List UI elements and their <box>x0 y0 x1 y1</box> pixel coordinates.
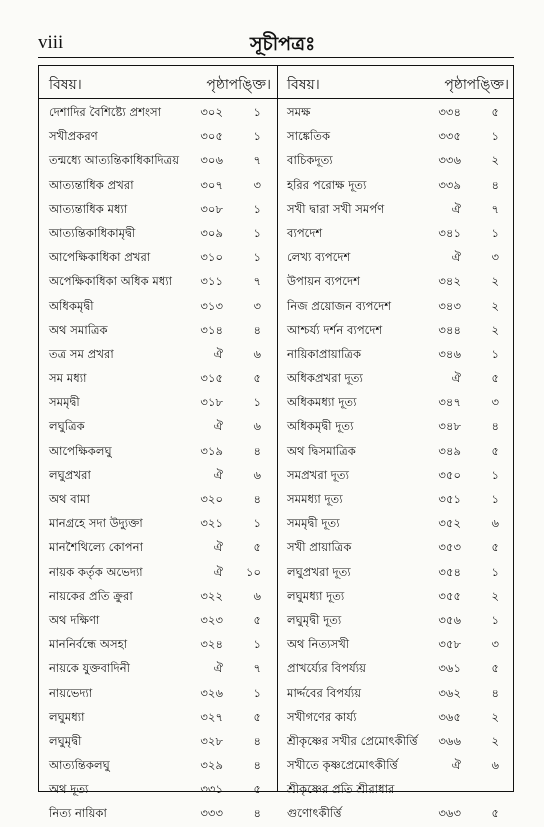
entry-line: ২ <box>491 733 499 748</box>
entry-page: ৩৪৪ <box>438 322 461 337</box>
toc-entry <box>277 706 515 730</box>
entry-page: ৩০২ <box>200 105 223 119</box>
toc-column-right <box>277 66 515 821</box>
entry-line: ৫ <box>253 709 261 724</box>
toc-entry <box>39 802 277 826</box>
entry-topic: লঘুমৃদ্বী <box>49 733 82 748</box>
entry-line: ১ <box>491 492 499 506</box>
entry-line: ৪ <box>253 492 261 506</box>
entry-topic: আপেক্ষিকলঘু <box>49 443 112 458</box>
toc-entry <box>277 101 515 125</box>
toc-entry <box>277 561 515 585</box>
entry-page: ৩৩৩ <box>200 806 223 821</box>
entry-page: ৩৪৬ <box>438 346 461 361</box>
entry-topic: দেশাদির বৈশিষ্ট্যে প্রশংসা <box>49 105 161 119</box>
toc-entry <box>277 585 515 609</box>
entry-topic: অথ সমাত্রিক <box>49 322 108 337</box>
entry-page: ৩৬৫ <box>438 709 461 724</box>
entry-page: ঐ <box>451 371 461 386</box>
header-page: পৃষ্ঠা <box>206 77 229 93</box>
entry-topic: লঘুপ্রখরা <box>49 467 91 482</box>
toc-entry <box>39 391 277 415</box>
entry-topic: আত্যন্তাধিক মধ্যা <box>49 201 128 216</box>
entry-line: ৫ <box>253 540 261 555</box>
entry-line: ৫ <box>253 371 261 386</box>
entry-page: ঐ <box>213 419 223 434</box>
entry-line: ১ <box>491 612 499 627</box>
entry-page: ৩০৮ <box>200 201 223 216</box>
entry-topic: লঘুমধ্যা <box>49 709 85 724</box>
toc-entry <box>277 367 515 391</box>
toc-entry <box>277 730 515 754</box>
entry-page: ঐ <box>213 346 223 361</box>
toc-entry <box>39 440 277 464</box>
entry-topic: অধিকমৃদ্বী দূত্য <box>287 419 354 434</box>
entry-page: ৩৫৩ <box>438 540 461 555</box>
page-title: সূচীপত্রঃ <box>250 33 316 55</box>
entry-line: ১ <box>491 346 499 361</box>
entry-line: ৩ <box>253 177 261 192</box>
entry-topic: প্রাখর্য্যের বিপর্য্যয় <box>287 661 366 676</box>
toc-entry <box>277 488 515 512</box>
entry-page: ৩৩৪ <box>438 105 461 119</box>
toc-entry <box>277 657 515 681</box>
entry-page: ৩৪৮ <box>438 419 461 434</box>
entry-line: ৬ <box>253 419 261 434</box>
column-header-left <box>39 66 277 98</box>
toc-entry <box>39 585 277 609</box>
entry-topic: নায়িকাপ্রায়াত্রিক <box>287 346 362 361</box>
toc-entry <box>39 561 277 585</box>
entry-page: ৩২৭ <box>200 709 223 724</box>
entry-topic: লঘুমধ্যা দূত্য <box>287 588 345 603</box>
column-header-right <box>277 66 515 98</box>
entry-topic: সখীগণের কার্য্য <box>287 709 357 724</box>
page-number: viii <box>38 32 64 53</box>
entry-page: ৩৬২ <box>438 685 461 700</box>
toc-entry <box>277 778 515 802</box>
toc-entry <box>277 343 515 367</box>
toc-entry <box>39 657 277 681</box>
entry-topic: সখী প্রায়াত্রিক <box>287 540 352 555</box>
entry-line: ৪ <box>491 685 499 700</box>
entry-line: ৬ <box>491 758 499 773</box>
entry-topic: নায়কে যুক্তবাদিনী <box>49 661 130 676</box>
entry-topic: সমমৃদ্বী <box>49 395 80 410</box>
entry-topic: নিত্য নায়িকা <box>49 806 107 821</box>
toc-column-left <box>39 66 277 821</box>
entry-line: ১ <box>253 201 261 216</box>
entry-line: ১ <box>253 516 261 531</box>
toc-rows-left <box>39 101 277 827</box>
entry-line: ৫ <box>491 371 499 386</box>
entry-line: ৩ <box>491 250 499 265</box>
entry-line: ৫ <box>253 782 261 797</box>
entry-topic: সাঙ্কেতিক <box>287 129 331 144</box>
entry-line: ৫ <box>491 806 499 821</box>
toc-entry <box>277 440 515 464</box>
toc-entry <box>39 270 277 294</box>
entry-line: ১ <box>253 250 261 265</box>
entry-topic: নায়ভেদ্যা <box>49 685 93 700</box>
entry-page: ৩২১ <box>200 516 223 531</box>
entry-topic: আত্যন্তিকলঘু <box>49 758 110 773</box>
entry-topic: ব্যপদেশ <box>287 225 323 240</box>
entry-page: ৩৫০ <box>438 467 461 482</box>
entry-page: ৩৫২ <box>438 516 461 531</box>
entry-line: ৫ <box>491 443 499 458</box>
entry-page: ৩২৬ <box>200 685 223 700</box>
entry-page: ঐ <box>213 467 223 482</box>
toc-entry <box>277 174 515 198</box>
entry-line: ২ <box>491 322 499 337</box>
entry-line: ৩ <box>491 637 499 652</box>
toc-entry <box>39 174 277 198</box>
toc-entry <box>39 682 277 706</box>
entry-topic: আপেক্ষিকাধিকা প্রখরা <box>49 250 151 265</box>
entry-line: ১ <box>491 467 499 482</box>
entry-topic: হরির পরোক্ষ দূত্য <box>287 177 367 192</box>
entry-page: ৩৫৪ <box>438 564 461 579</box>
toc-entry <box>277 319 515 343</box>
toc-entry <box>39 246 277 270</box>
toc-entry <box>39 633 277 657</box>
entry-topic: শ্রীকৃষ্ণের সখীর প্রেমোৎকীর্ত্তি <box>287 733 418 748</box>
entry-topic: আত্যন্তিকাধিকামৃদ্বী <box>49 225 136 240</box>
entry-page: ৩০৫ <box>200 129 223 144</box>
toc-entry <box>39 319 277 343</box>
entry-page: ৩৩৯ <box>438 177 461 192</box>
entry-page: ৩৪১ <box>438 225 461 240</box>
toc-entry <box>39 754 277 778</box>
entry-topic: আত্যন্তাধিক প্রখরা <box>49 177 134 192</box>
entry-topic: সমক্ষ <box>287 105 311 119</box>
toc-table <box>38 65 514 821</box>
entry-line: ২ <box>491 274 499 289</box>
entry-page: ৩১৪ <box>200 322 223 337</box>
entry-topic: অধিকমৃদ্বী <box>49 298 94 313</box>
entry-page: ৩২২ <box>200 588 223 603</box>
toc-entry <box>277 149 515 173</box>
entry-topic: নায়কের প্রতি ক্রুরা <box>49 588 133 603</box>
toc-entry <box>277 222 515 246</box>
entry-topic: মানশৈথিল্যে কোপনা <box>49 540 143 555</box>
toc-entry <box>277 198 515 222</box>
entry-page: ৩১৯ <box>200 443 223 458</box>
entry-line: ৪ <box>491 177 499 192</box>
entry-line: ৫ <box>253 612 261 627</box>
entry-line: ১ <box>253 129 261 144</box>
entry-line: ৭ <box>253 153 261 168</box>
entry-page: ৩৩৫ <box>438 129 461 144</box>
entry-page: ৩৪২ <box>438 274 461 289</box>
entry-page: ৩৫৫ <box>438 588 461 603</box>
toc-entry <box>277 391 515 415</box>
entry-line: ২ <box>491 588 499 603</box>
toc-entry <box>277 270 515 294</box>
toc-entry <box>277 464 515 488</box>
entry-topic: লেখ্য ব্যপদেশ <box>287 250 351 265</box>
entry-topic: মানগ্রহে সদা উদ্যুক্তা <box>49 516 143 531</box>
toc-entry <box>277 536 515 560</box>
entry-line: ১ <box>253 395 261 410</box>
entry-topic: মাননির্বন্ধে অসহা <box>49 637 128 652</box>
entry-page: ৩২৪ <box>200 637 223 652</box>
entry-topic: উপায়ন ব্যপদেশ <box>287 274 360 289</box>
entry-topic: নায়ক কর্তৃক অভেদ্যা <box>49 564 143 579</box>
toc-entry <box>39 367 277 391</box>
entry-line: ৬ <box>253 588 261 603</box>
entry-page: ৩১৮ <box>200 395 223 410</box>
entry-line: ৫ <box>491 540 499 555</box>
toc-entry <box>39 464 277 488</box>
entry-topic: নিজ প্রয়োজন ব্যপদেশ <box>287 298 392 313</box>
entry-line: ৭ <box>491 201 499 216</box>
toc-entry <box>39 198 277 222</box>
entry-line: ১ <box>491 564 499 579</box>
header-line: পঙ্ক্তি। <box>228 77 271 93</box>
entry-topic: অধিকপ্রখরা দূত্য <box>287 371 363 386</box>
entry-line: ৬ <box>253 467 261 482</box>
entry-page: ৩৪৯ <box>438 443 461 458</box>
toc-entry <box>277 125 515 149</box>
entry-topic: সখীতে কৃষ্ণপ্রেমোৎকীর্ত্তি <box>287 758 398 773</box>
toc-entry <box>39 512 277 536</box>
entry-page: ৩৫৮ <box>438 637 461 652</box>
toc-entry <box>277 246 515 270</box>
toc-entry <box>39 222 277 246</box>
toc-entry <box>277 633 515 657</box>
header-line: পঙ্ক্তি। <box>466 77 509 93</box>
entry-line: ৬ <box>253 346 261 361</box>
toc-entry <box>277 512 515 536</box>
toc-entry <box>277 415 515 439</box>
entry-topic: অপেক্ষিকাধিকা অধিক মধ্যা <box>49 274 173 289</box>
entry-topic: সমপ্রখরা দূত্য <box>287 467 349 482</box>
entry-topic: অথ দক্ষিণা <box>49 612 100 627</box>
entry-line: ৪ <box>253 443 261 458</box>
entry-topic: অধিকমধ্যা দূত্য <box>287 395 357 410</box>
entry-topic: বাচিকদূত্য <box>287 153 333 168</box>
entry-topic: শ্রীকৃষ্ণের প্রতি শ্রীরাধার <box>287 782 395 797</box>
entry-topic: অথ বামা <box>49 492 90 506</box>
toc-entry <box>39 706 277 730</box>
entry-line: ৫ <box>491 661 499 676</box>
entry-line: ৩ <box>253 298 261 313</box>
entry-topic: তত্র সম প্রখরা <box>49 346 114 361</box>
toc-entry <box>277 295 515 319</box>
entry-topic: অথ নিত্যসখী <box>287 637 350 652</box>
entry-page: ঐ <box>451 201 461 216</box>
toc-entry <box>277 682 515 706</box>
toc-entry <box>39 730 277 754</box>
toc-entry <box>39 343 277 367</box>
entry-topic: সখীপ্রকরণ <box>49 129 98 144</box>
entry-page: ৩৫৬ <box>438 612 461 627</box>
header-topic: বিষয়। <box>49 77 82 93</box>
toc-entry <box>39 536 277 560</box>
entry-topic: আশ্চর্য্য দর্শন ব্যপদেশ <box>287 322 383 337</box>
entry-topic: সখী দ্বারা সখী সমর্পণ <box>287 201 385 216</box>
toc-entry <box>39 488 277 512</box>
entry-page: ৩৬১ <box>438 661 461 676</box>
entry-page: ঐ <box>213 540 223 555</box>
entry-line: ৩ <box>491 395 499 410</box>
header-topic: বিষয়। <box>287 77 320 93</box>
entry-page: ৩১১ <box>200 274 223 289</box>
entry-page: ঐ <box>213 564 223 579</box>
entry-topic: সম মধ্যা <box>49 371 87 386</box>
entry-topic: লঘুমৃদ্বী দূত্য <box>287 612 342 627</box>
entry-page: ৩০৯ <box>200 225 223 240</box>
entry-page: ৩৩৬ <box>438 153 461 168</box>
entry-line: ১ <box>253 637 261 652</box>
entry-page: ৩১০ <box>200 250 223 265</box>
entry-line: ৬ <box>491 516 499 531</box>
entry-page: ৩৩১ <box>200 782 223 797</box>
entry-page: ঐ <box>213 661 223 676</box>
toc-entry <box>39 778 277 802</box>
entry-line: ১ <box>253 225 261 240</box>
entry-line: ৪ <box>253 806 261 821</box>
entry-line: ১ <box>491 225 499 240</box>
entry-line: ৭ <box>253 661 261 676</box>
entry-line: ২ <box>491 709 499 724</box>
entry-page: ৩৬৩ <box>438 806 461 821</box>
toc-entry <box>39 125 277 149</box>
entry-topic: সমমধ্যা দূত্য <box>287 492 343 506</box>
toc-entry <box>277 609 515 633</box>
entry-page: ৩৪৭ <box>438 395 461 410</box>
entry-page: ৩০৭ <box>200 177 223 192</box>
toc-rows-right <box>277 101 515 827</box>
entry-page: ৩০৬ <box>200 153 223 168</box>
entry-page: ঐ <box>451 758 461 773</box>
toc-entry <box>39 415 277 439</box>
entry-page: ৩২৯ <box>200 758 223 773</box>
entry-line: ৪ <box>253 758 261 773</box>
entry-topic: গুণোৎকীর্ত্তি <box>287 806 342 821</box>
entry-topic: অথ দূত্য <box>49 782 89 797</box>
entry-line: ৭ <box>253 274 261 289</box>
toc-entry <box>39 295 277 319</box>
entry-page: ঐ <box>451 250 461 265</box>
toc-entry <box>39 101 277 125</box>
entry-topic: তন্মধ্যে আত্যন্তিকাধিকাদিত্রয় <box>49 153 180 168</box>
header-page: পৃষ্ঠা <box>444 77 467 93</box>
toc-entry <box>277 754 515 778</box>
toc-entry <box>277 802 515 826</box>
entry-topic: সমমৃদ্বী দূত্য <box>287 516 340 531</box>
header-rule <box>38 57 514 58</box>
entry-topic: লঘুত্রিক <box>49 419 85 434</box>
entry-line: ৫ <box>491 105 499 119</box>
entry-topic: অথ দ্বিসমাত্রিক <box>287 443 356 458</box>
entry-line: ১০ <box>245 564 261 579</box>
entry-page: ৩১৫ <box>200 371 223 386</box>
toc-entry <box>39 609 277 633</box>
entry-page: ৩৬৬ <box>438 733 461 748</box>
entry-line: ৪ <box>253 322 261 337</box>
page-header <box>0 0 544 60</box>
entry-line: ৪ <box>491 419 499 434</box>
entry-topic: লঘুপ্রখরা দূত্য <box>287 564 351 579</box>
entry-page: ৩১৩ <box>200 298 223 313</box>
toc-entry <box>39 149 277 173</box>
entry-line: ১ <box>253 685 261 700</box>
entry-page: ৩২৩ <box>200 612 223 627</box>
entry-line: ১ <box>491 129 499 144</box>
entry-page: ৩২০ <box>200 492 223 506</box>
entry-line: ১ <box>253 105 261 119</box>
entry-line: ৪ <box>253 733 261 748</box>
entry-page: ৩৫১ <box>438 492 461 506</box>
entry-page: ৩২৮ <box>200 733 223 748</box>
entry-page: ৩৪৩ <box>438 298 461 313</box>
entry-topic: মার্দ্দবের বিপর্য্যয় <box>287 685 362 700</box>
entry-line: ২ <box>491 153 499 168</box>
entry-line: ২ <box>491 298 499 313</box>
